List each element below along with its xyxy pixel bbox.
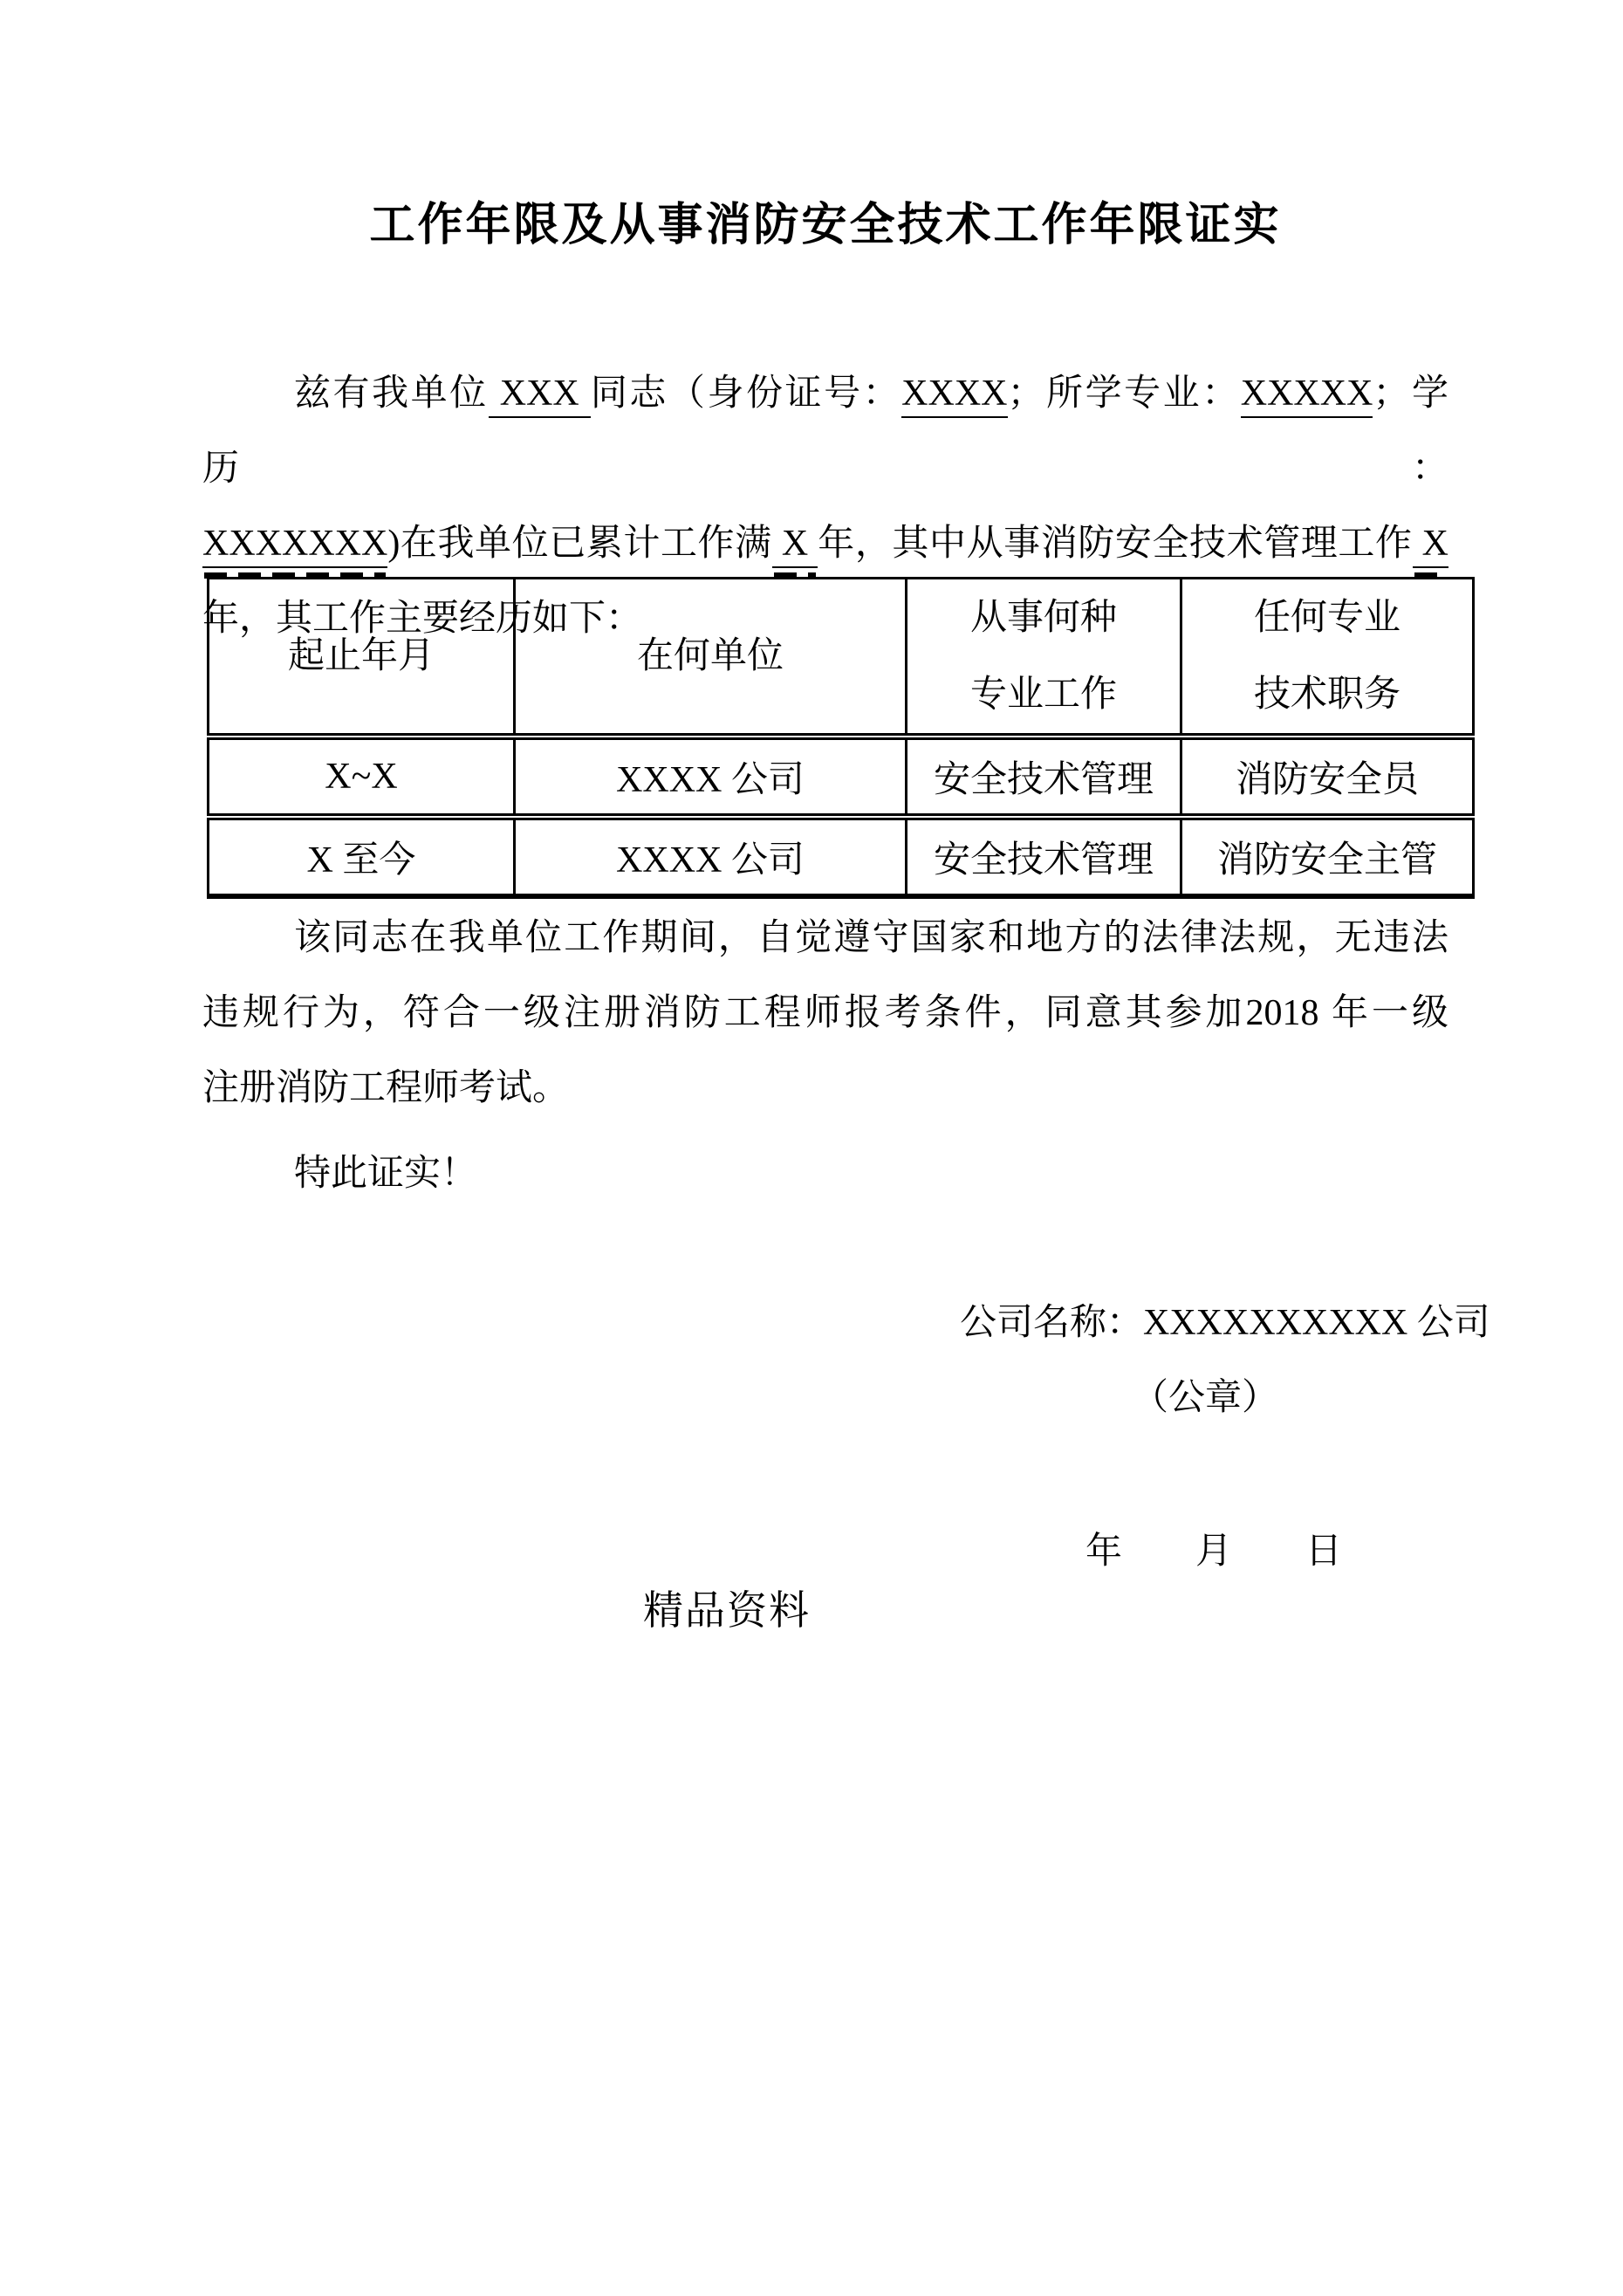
table-row bbox=[209, 817, 1474, 896]
certify-line: 特此证实！ bbox=[294, 1154, 478, 1194]
document-title: 工作年限及从事消防安全技术工作年限证实 bbox=[369, 200, 1282, 250]
table-header-row bbox=[209, 579, 1474, 737]
intro-line-3: 年，其工作主要经历如下： bbox=[202, 599, 643, 639]
statement-line-3: 注册消防工程师考试。 bbox=[202, 1068, 570, 1108]
text-run: ；学历： bbox=[202, 374, 1448, 489]
text-run: 年，其中从事消防安全技术管理工作 bbox=[818, 524, 1413, 564]
cell-profession: 安全技术管理 bbox=[907, 737, 1181, 817]
work-history-table bbox=[207, 577, 1475, 899]
cell-period: X 至今 bbox=[209, 817, 515, 896]
statement-paragraph bbox=[202, 901, 1448, 1211]
blank-field-dash-emphasis: X bbox=[772, 524, 818, 568]
blank-field-dash-emphasis: XXXXXXX bbox=[202, 524, 387, 568]
text-run: 同志（身份证号： bbox=[590, 374, 902, 414]
watermark-text: 精品资料 bbox=[643, 1587, 811, 1633]
header-technical-position: 任何专业 技术职务 bbox=[1181, 579, 1474, 737]
header-profession-type: 从事何种 专业工作 bbox=[907, 579, 1181, 737]
header-employer: 在何单位 bbox=[515, 579, 907, 737]
company-name-line: 公司名称：XXXXXXXXXX 公司 bbox=[960, 1303, 1490, 1343]
blank-field-dash-emphasis: X bbox=[1413, 524, 1448, 568]
statement-line-2: 违规行为，符合一级注册消防工程师报考条件，同意其参加2018 年一级 bbox=[202, 993, 1448, 1033]
cell-period: X~X bbox=[209, 737, 515, 817]
table-row bbox=[209, 737, 1474, 817]
cell-position: 消防安全主管 bbox=[1181, 817, 1474, 896]
intro-line-1 bbox=[202, 356, 1448, 506]
cell-employer: XXXX 公司 bbox=[515, 737, 907, 817]
statement-line-1: 该同志在我单位工作期间，自觉遵守国家和地方的法律法规，无违法 bbox=[294, 918, 1448, 958]
signature-block bbox=[960, 1285, 1490, 1436]
cell-employer: XXXX 公司 bbox=[515, 817, 907, 896]
text-run: )在我单位已累计工作满 bbox=[387, 524, 772, 564]
official-seal-line: （公章） bbox=[1131, 1378, 1278, 1418]
intro-line-2 bbox=[202, 506, 1448, 581]
blank-field-underlined: XXXX bbox=[901, 374, 1007, 418]
cell-position: 消防安全员 bbox=[1181, 737, 1474, 817]
text-run: 兹有我单位 bbox=[294, 374, 489, 414]
text-run: ；所学专业： bbox=[1007, 374, 1241, 414]
header-start-end-date: 起止年月 bbox=[209, 579, 515, 737]
date-line: 年 月 日 bbox=[1085, 1532, 1343, 1572]
blank-field-underlined: XXXXX bbox=[1241, 374, 1373, 418]
blank-field-underlined: XXX bbox=[489, 374, 591, 418]
cell-profession: 安全技术管理 bbox=[907, 817, 1181, 896]
